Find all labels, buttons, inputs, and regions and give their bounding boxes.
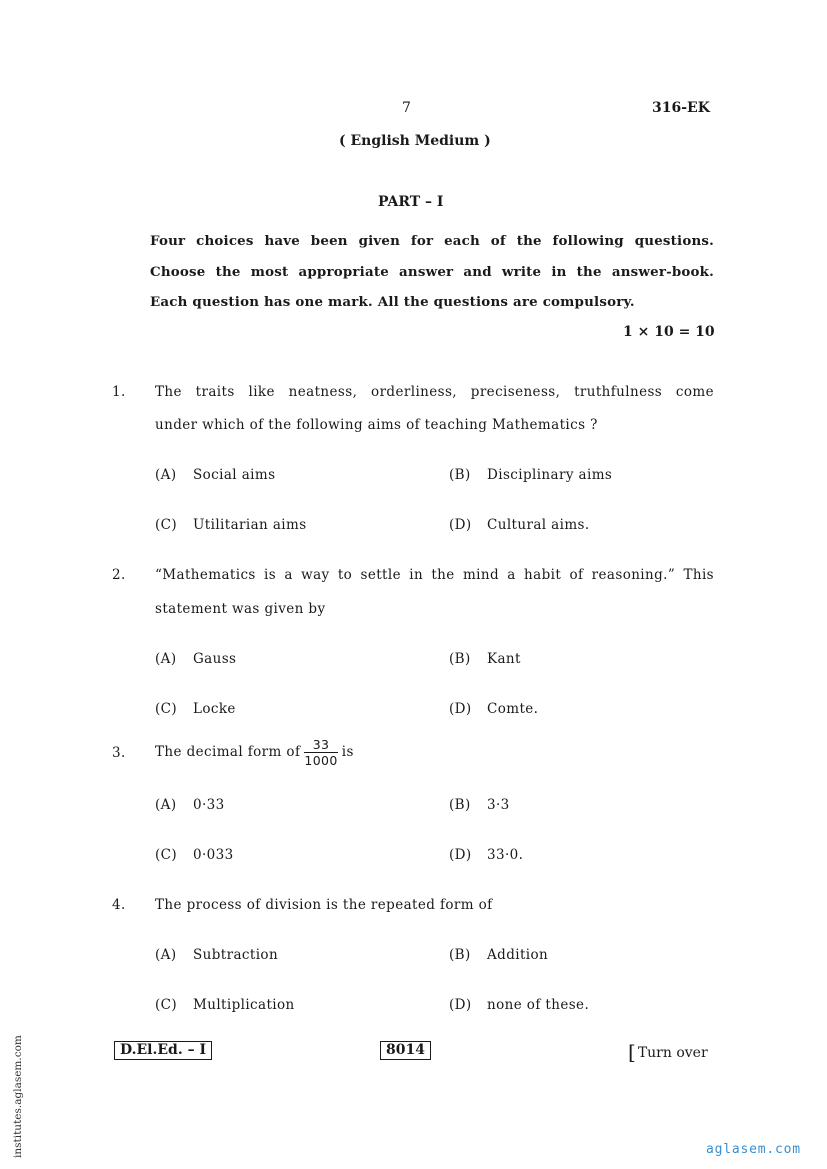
option-text: 33·0. [487, 847, 524, 863]
corner-watermark[interactable]: aglasem.com [706, 1142, 801, 1157]
marks-scheme: 1 × 10 = 10 [623, 324, 715, 340]
question-text [155, 737, 354, 768]
option-letter: (D) [449, 847, 472, 863]
turn-over-text: Turn over [637, 1045, 708, 1061]
fraction-numerator: 33 [304, 737, 337, 753]
instruction-line-2: Choose the most appropriate answer and write in the answer-book. [150, 264, 714, 280]
option-letter: (D) [449, 517, 472, 533]
part-heading: PART – I [378, 194, 444, 210]
option-text: Comte. [487, 701, 539, 717]
question-prefix: The decimal form of [155, 744, 301, 760]
side-watermark: institutes.aglasem.com [12, 1035, 24, 1158]
option-text: Utilitarian aims [193, 517, 307, 533]
option-text: Social aims [193, 467, 276, 483]
question-text: statement was given by [155, 601, 326, 617]
option-letter: (C) [155, 517, 178, 533]
option-letter: (D) [449, 997, 472, 1013]
paper-code: 316-EK [652, 100, 710, 116]
option-text: Disciplinary aims [487, 467, 613, 483]
option-letter: (A) [155, 467, 177, 483]
instruction-line-1: Four choices have been given for each of the following questions. [150, 233, 714, 249]
option-text: Subtraction [193, 947, 279, 963]
option-letter: (A) [155, 797, 177, 813]
option-letter: (B) [449, 467, 471, 483]
option-letter: (D) [449, 701, 472, 717]
question-number: 1. [112, 384, 126, 400]
option-letter: (C) [155, 701, 178, 717]
option-letter: (B) [449, 651, 471, 667]
paper-number-box: 8014 [380, 1041, 431, 1060]
option-text: 0·033 [193, 847, 234, 863]
option-text: Kant [487, 651, 521, 667]
question-suffix: is [341, 744, 354, 760]
question-text: The traits like neatness, orderliness, preciseness, truthfulness come [155, 384, 714, 400]
question-text: under which of the following aims of teaching Mathematics ? [155, 417, 598, 433]
question-number: 2. [112, 567, 126, 583]
option-text: 3·3 [487, 797, 510, 813]
page-number: 7 [402, 100, 411, 116]
question-number: 4. [112, 897, 126, 913]
fraction [304, 737, 337, 768]
medium-heading: ( English Medium ) [339, 133, 491, 149]
fraction-denominator: 1000 [304, 753, 338, 768]
option-letter: (A) [155, 651, 177, 667]
question-text: “Mathematics is a way to settle in the mind a habit of reasoning.” This [155, 567, 714, 583]
bracket-glyph: [ [628, 1040, 636, 1064]
option-text: Gauss [193, 651, 237, 667]
option-letter: (C) [155, 847, 178, 863]
option-letter: (C) [155, 997, 178, 1013]
course-code-box: D.El.Ed. – I [114, 1041, 212, 1060]
turn-over-note [628, 1040, 708, 1064]
option-letter: (A) [155, 947, 177, 963]
question-text: The process of division is the repeated form of [155, 897, 493, 913]
question-number: 3. [112, 745, 126, 761]
option-text: Addition [487, 947, 549, 963]
option-text: none of these. [487, 997, 590, 1013]
option-letter: (B) [449, 797, 471, 813]
option-text: Cultural aims. [487, 517, 590, 533]
option-text: Locke [193, 701, 236, 717]
instruction-line-3: Each question has one mark. All the questions are compulsory. [150, 294, 635, 310]
option-letter: (B) [449, 947, 471, 963]
option-text: 0·33 [193, 797, 225, 813]
option-text: Multiplication [193, 997, 295, 1013]
